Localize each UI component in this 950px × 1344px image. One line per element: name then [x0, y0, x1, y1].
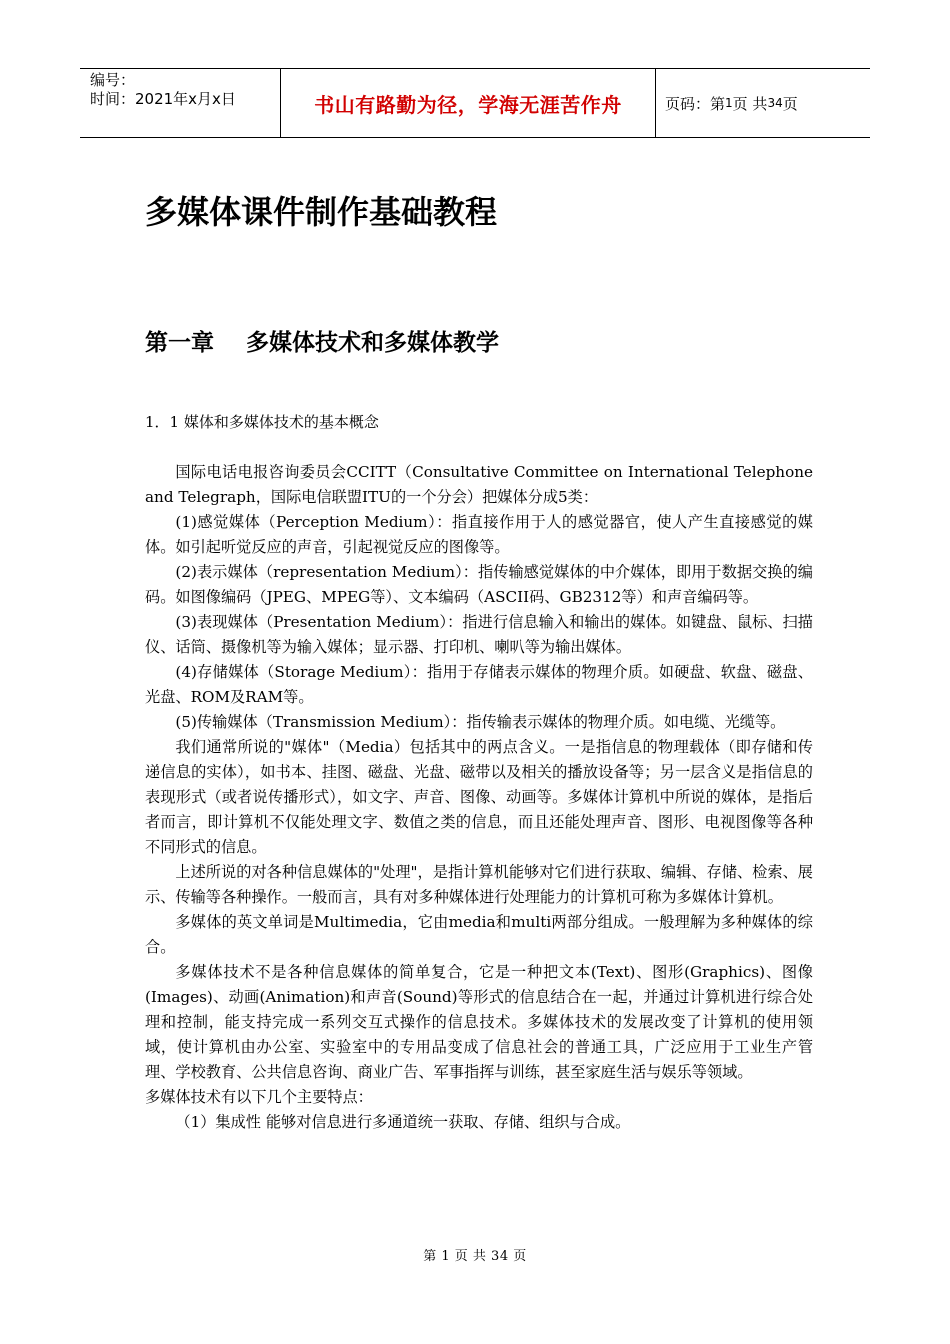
paragraph: 我们通常所说的"媒体"（Media）包括其中的两点含义。一是指信息的物理载体（即存储和传递信息的实体），如书本、挂图、磁盘、光盘、磁带以及相关的播放设备等；另一层含义是指信息的表现形式（或者说传播形式），如文字、声音、图像、动画等。多媒体计算机中所说的媒体，是指后者而言，即计算机不仅能处理文字、数值之类的信息，而且还能处理声音、图形、电视图像等各种不同形式的信息。: [145, 738, 813, 856]
time-label: 时间：2021年x月x日: [90, 90, 236, 108]
header-meta: [80, 69, 280, 137]
paragraph: (3)表现媒体（Presentation Medium）：指进行信息输入和输出的媒体。如键盘、鼠标、扫描仪、话筒、摄像机等为输入媒体；显示器、打印机、喇叭等为输出媒体。: [145, 613, 813, 656]
document-title: 多媒体课件制作基础教程: [145, 193, 498, 231]
paragraph: (5)传输媒体（Transmission Medium）：指传输表示媒体的物理介质。如电缆、光缆等。: [175, 713, 786, 731]
chapter-title: 第一章 多媒体技术和多媒体教学: [145, 330, 500, 356]
paragraph: (4)存储媒体（Storage Medium）：指用于存储表示媒体的物理介质。如硬盘、软盘、磁盘、光盘、ROM及RAM等。: [145, 663, 813, 706]
paragraph: (1)感觉媒体（Perception Medium）：指直接作用于人的感觉器官，使人产生直接感觉的媒体。如引起听觉反应的声音，引起视觉反应的图像等。: [145, 513, 813, 556]
header-motto: 书山有路勤为径，学海无涯苦作舟: [280, 69, 656, 137]
page-footer: 第 1 页 共 34 页: [423, 1249, 527, 1264]
page-end-label: 页: [782, 94, 798, 113]
paragraph: (2)表示媒体（representation Medium）：指传输感觉媒体的中介媒体，即用于数据交换的编码。如图像编码（JPEG、MPEG等）、文本编码（ASCII码、GB2312等）和声音编码等。: [145, 563, 813, 606]
body-text: [145, 460, 813, 1135]
paragraph: 上述所说的对各种信息媒体的"处理"，是指计算机能够对它们进行获取、编辑、存储、检索、展示、传输等各种操作。一般而言，具有对多种媒体进行处理能力的计算机可称为多媒体计算机。: [145, 863, 813, 906]
page-mid-label: 页 共: [732, 94, 768, 113]
paragraph: 多媒体技术不是各种信息媒体的简单复合，它是一种把文本(Text)、图形(Graphics)、图像(Images)、动画(Animation)和声音(Sound)等形式的信息结合在一起，并通过计算机进行综合处理和控制，能支持完成一系列交互式操作的信息技术。多媒体技术的发展改变了计算机的使用领域，使计算机由办公室、实验室中的专用品变成了信息社会的普通工具，广泛应用于工业生产管理、学校教育、公共信息咨询、商业广告、军事指挥与训练，甚至家庭生活与娱乐等领域。: [145, 963, 813, 1081]
paragraph: 多媒体技术有以下几个主要特点：: [145, 1088, 373, 1106]
paragraph: 多媒体的英文单词是Multimedia，它由media和multi两部分组成。一般理解为多种媒体的综合。: [145, 913, 813, 956]
page-header: [80, 68, 870, 138]
paragraph: 国际电话电报咨询委员会CCITT（Consultative Committee on International Telephone and Telegraph，国际电信联盟ITU的一个分会）把媒体分成5类：: [145, 463, 813, 506]
page-total: 34: [767, 96, 783, 110]
number-label: 编号：: [90, 71, 136, 89]
header-page-info: [655, 69, 870, 137]
page-label: 页码：第: [665, 94, 726, 113]
page-number: 1: [725, 96, 733, 110]
section-title: 1．1 媒体和多媒体技术的基本概念: [145, 413, 379, 431]
paragraph: （1）集成性 能够对信息进行多通道统一获取、存储、组织与合成。: [175, 1113, 631, 1131]
